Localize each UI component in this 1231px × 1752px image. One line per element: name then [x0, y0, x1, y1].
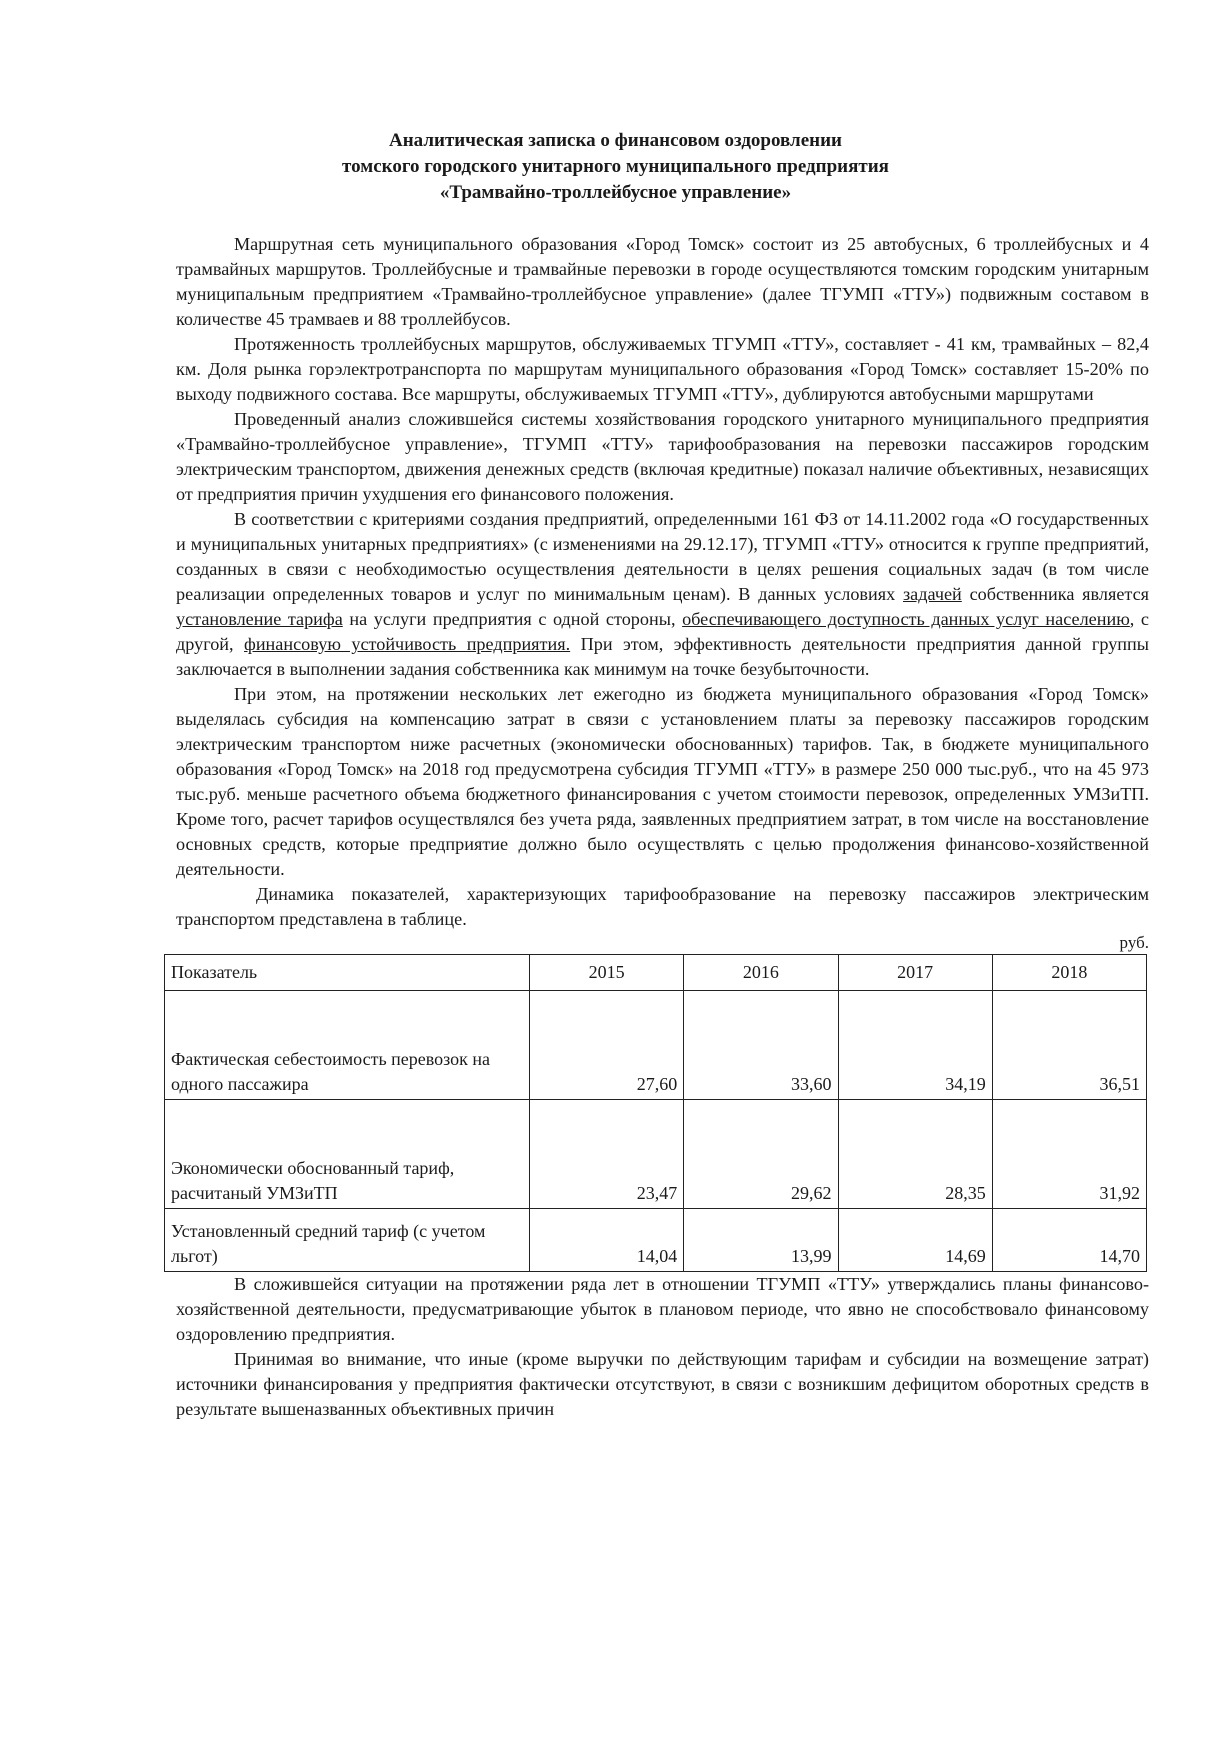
- underlined-text: обеспечивающего доступность данных услуг населению: [682, 609, 1130, 629]
- row-label: Фактическая себестоимость перевозок на одного пассажира: [165, 991, 530, 1100]
- unit-label: руб.: [1119, 933, 1149, 952]
- title-line-1: Аналитическая записка о финансовом оздоровлении: [389, 130, 842, 151]
- document-body: [171, 232, 1150, 1422]
- paragraph-criteria: [176, 507, 1149, 682]
- cell-value: 31,92: [992, 1100, 1146, 1209]
- paragraph-losses: В сложившейся ситуации на протяжении ряда лет в отношении ТГУМП «ТТУ» утверждались планы финансово-хозяйственной деятельности, предусматривающие убыток в плановом периоде, что явно не способствовало финансовому оздоровлению предприятия.: [176, 1274, 1149, 1344]
- cell-value: 14,04: [530, 1209, 684, 1272]
- paragraph-financing: Принимая во внимание, что иные (кроме выручки по действующим тарифам и субсидии на возмещение затрат) источники финансирования у предприятия фактически отсутствуют, в связи с возникшим дефицитом оборотных средств в результате вышеназванных объективных причин: [176, 1349, 1149, 1419]
- paragraph-route-network: Маршрутная сеть муниципального образования «Город Томск» состоит из 25 автобусных, 6 троллейбусных и 4 трамвайных маршрутов. Троллейбусные и трамвайные перевозки в городе осуществляются томским городским унитарным муниципальным предприятием «Трамвайно-троллейбусное управление» (далее ТГУМП «ТТУ») подвижным составом в количестве 45 трамваев и 88 троллейбусов.: [176, 234, 1149, 329]
- document-title: [0, 128, 1231, 206]
- cell-value: 29,62: [684, 1100, 838, 1209]
- table-row: [165, 1100, 1147, 1209]
- text-span: В соответствии с критериями создания предприятий, определенными 161 ФЗ от 14.11.2002 года «О государственных и муниципальных унитарных предприятиях» (с изменениями на 29.12.17), ТГУМП «ТТУ» относится к группе предприятий, созданных в связи с необходимостью осуществления деятельности в целях решения социальных задач (в том числе реализации определенных товаров и услуг по минимальным ценам). В данных условиях: [176, 509, 1149, 604]
- underlined-text: финансовую устойчивость предприятия.: [244, 634, 571, 654]
- cell-value: 14,70: [992, 1209, 1146, 1272]
- cell-value: 28,35: [838, 1100, 992, 1209]
- table-row: [165, 991, 1147, 1100]
- paragraph-subsidy: При этом, на протяжении нескольких лет ежегодно из бюджета муниципального образования «Город Томск» выделялась субсидия на компенсацию затрат в связи с установлением платы за перевозку пассажиров городским электрическим транспортом ниже расчетных (экономически обоснованных) тарифов. Так, в бюджете муниципального образования «Город Томск» на 2018 год предусмотрена субсидия ТГУМП «ТТУ» в размере 250 000 тыс.руб., что на 45 973 тыс.руб. меньше расчетного объема бюджетного финансирования с учетом стоимости перевозок, определенных УМЗиТП. Кроме того, расчет тарифов осуществлялся без учета ряда, заявленных предприятием затрат, в том числе на восстановление основных средств, которые предприятие должно было осуществлять с целью продолжения финансово-хозяйственной деятельности.: [176, 684, 1149, 879]
- title-line-3: «Трамвайно-троллейбусное управление»: [439, 182, 792, 203]
- title-line-2: томского городского унитарного муниципального предприятия: [342, 156, 889, 177]
- underlined-text: установление тарифа: [176, 609, 343, 629]
- text-span: на услуги предприятия с одной стороны,: [342, 609, 683, 629]
- header-indicator: Показатель: [165, 955, 530, 991]
- header-year: 2015: [530, 955, 684, 991]
- table-row: [165, 1209, 1147, 1272]
- tariff-table: [164, 954, 1147, 1272]
- text-span: При этом, эффективность деятельности предприятия данной группы заключается в выполнении задания собственника как минимум на точке безубыточности.: [176, 634, 1149, 679]
- paragraph-route-length: Протяженность троллейбусных маршрутов, обслуживаемых ТГУМП «ТТУ», составляет - 41 км, трамвайных – 82,4 км. Доля рынка горэлектротранспорта по маршрутам муниципального образования «Город Томск» составляет 15-20% по выходу подвижного состава. Все маршруты, обслуживаемых ТГУМП «ТТУ», дублируются автобусными маршрутами: [176, 334, 1149, 404]
- text-span: , с другой,: [176, 609, 1149, 654]
- cell-value: 36,51: [992, 991, 1146, 1100]
- cell-value: 33,60: [684, 991, 838, 1100]
- cell-value: 13,99: [684, 1209, 838, 1272]
- header-year: 2017: [838, 955, 992, 991]
- paragraph-analysis: Проведенный анализ сложившейся системы хозяйствования городского унитарного муниципального предприятия «Трамвайно-троллейбусное управление», ТГУМП «ТТУ» тарифообразования на перевозки пассажиров городским электрическим транспортом, движения денежных средств (включая кредитные) показал наличие объективных, независящих от предприятия причин ухудшения его финансового положения.: [176, 409, 1149, 504]
- table-header-row: [165, 955, 1147, 991]
- text-span: собственника является: [961, 584, 1150, 604]
- cell-value: 27,60: [530, 991, 684, 1100]
- cell-value: 34,19: [838, 991, 992, 1100]
- row-label: Экономически обоснованный тариф, расчитаный УМЗиТП: [165, 1100, 530, 1209]
- header-year: 2018: [992, 955, 1146, 991]
- header-year: 2016: [684, 955, 838, 991]
- cell-value: 23,47: [530, 1100, 684, 1209]
- paragraph-table-intro: Динамика показателей, характеризующих тарифообразование на перевозку пассажиров электрическим транспортом представлена в таблице.: [176, 884, 1149, 929]
- row-label: Установленный средний тариф (с учетом льгот): [165, 1209, 530, 1272]
- cell-value: 14,69: [838, 1209, 992, 1272]
- underlined-text: задачей: [902, 584, 962, 604]
